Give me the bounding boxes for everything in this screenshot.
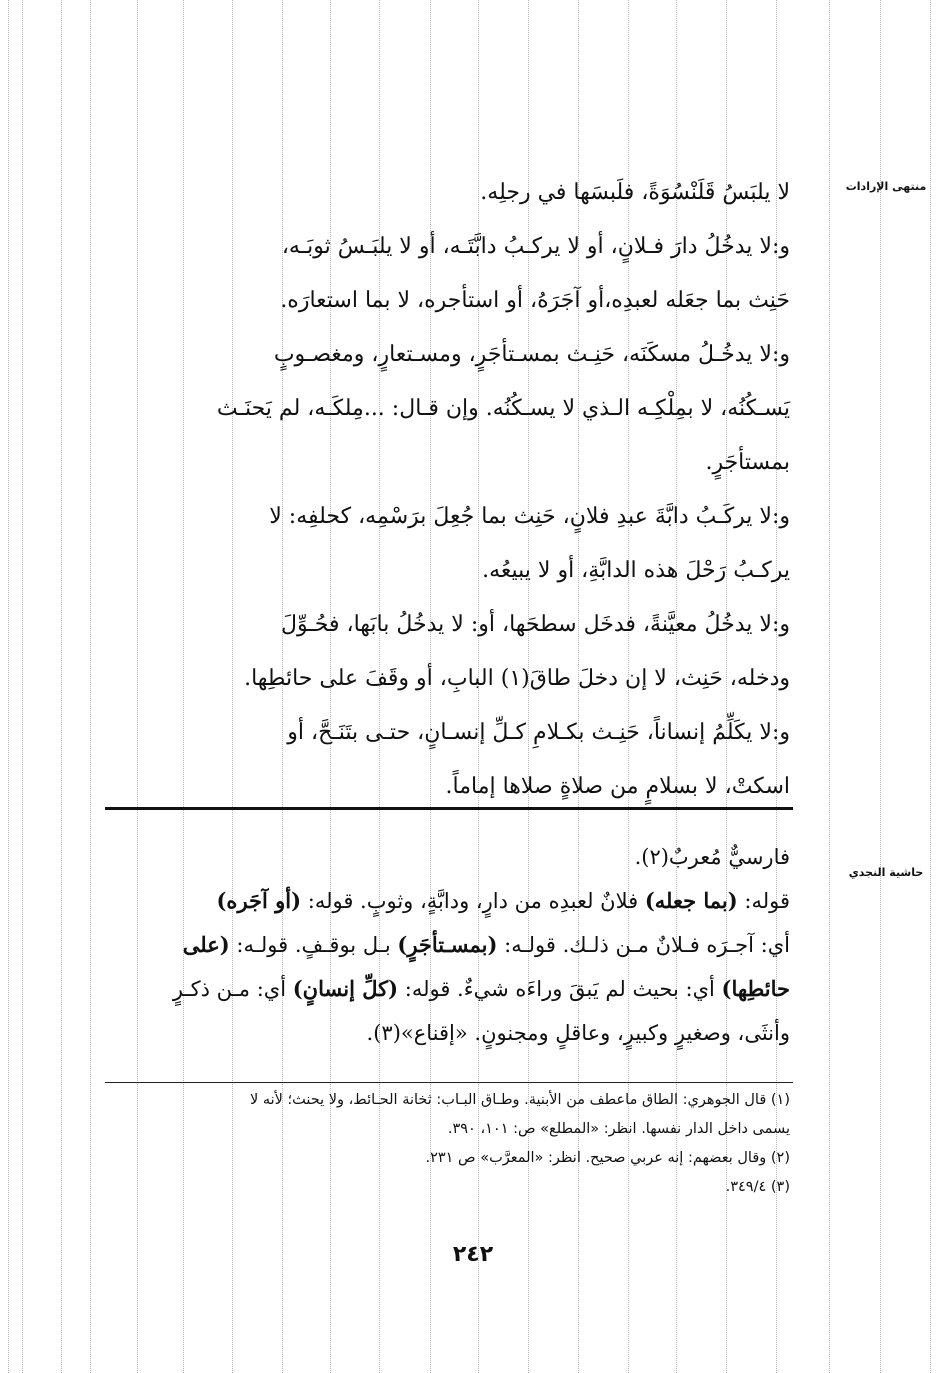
hashiya-bold-phrase: (كلِّ إنسانٍ) [292, 976, 399, 1001]
main-text-line: يَسـكُنُه، لا بمِلْكِـه الـذي لا يسـكُنُه. وإن قـال: ...مِلكَـه، لم يَحنَـث [216, 396, 790, 421]
main-text-line: و:لا يكَلِّمُ إنساناً، حَنِـث بكـلامِ كـلِّ إنسـانٍ، حتـى بتَنَـحَّ، أو [287, 720, 790, 745]
main-text-line: بمستأجَرٍ. [705, 450, 790, 475]
main-text-line: لا يلبَسُ قَلَنْسُوَةً، فلَبسَها في رجلِه. [480, 180, 790, 205]
hashiya-bold-phrase: (بما جعله) [644, 888, 738, 913]
footnotes [108, 1086, 790, 1202]
footnote-line: (١) قال الجوهري: الطاق ماعطف من الأبنية. وطـاق البـاب: ثخانة الحـائط، ولا يحنث؛ لأنه لا [249, 1092, 790, 1108]
scan-guide-line [880, 0, 881, 1373]
hashiya-line: فارسيٌّ مُعربٌ(٢). [634, 845, 790, 869]
main-text-line: و:لا يدخُلُ دارَ فـلانٍ، أو لا يركـبُ دابَّتَـه، أو لا يلبَـسُ ثوبَـه، [281, 234, 790, 259]
hashiya-bold-phrase: حائطِها) [721, 976, 790, 1001]
hashiya-text-run: بـل بوقـفٍ. قولـه: [229, 933, 398, 957]
scan-guide-line [22, 0, 23, 1373]
hashiya-bold-phrase: (على [182, 932, 230, 957]
footnote-line: يسمى داخل الدار نفسها. انظر: «المطلع» ص: ١٠١، ٣٩٠. [447, 1121, 790, 1137]
hashiya-bold-phrase: (أو آجَره) [216, 888, 302, 913]
scan-guide-line [829, 0, 830, 1373]
section-divider [105, 807, 793, 810]
page-number: ٢٤٢ [452, 1242, 494, 1267]
hashiya-text-run: فلانٌ لعبدِه من دارٍ، ودابَّةٍ، وثوبٍ. قوله: [301, 889, 645, 913]
main-text [108, 166, 790, 814]
main-text-line: و:لا يدخُـلُ مسكَنَه، حَنِـث بمسـتأجَرٍ، ومسـتعارٍ، ومغصـوبٍ [273, 342, 790, 367]
footnote-line: (٣) ٣٤٩/٤. [725, 1179, 790, 1195]
hashiya-line: وأنثَى، وصغيرٍ وكبيرٍ، وعاقلٍ ومجنونٍ. «إقناع»(٣). [366, 1021, 790, 1045]
main-text-line: حَنِث بما جعَله لعبدِه،أو آجَرَهُ، أو استأجره، لا بما استعارَه. [280, 288, 790, 313]
hashiya-text-run: أي: بحيث لم يَبقَ وراءَه شيءٌ. قوله: [398, 977, 722, 1001]
main-text-line: يركـبُ رَحْلَ هذه الدابَّةِ، أو لا يبيعُه. [482, 558, 790, 583]
scan-guide-line [61, 0, 62, 1373]
hashiya-text [108, 835, 790, 1055]
hashiya-text-run: أي: آجـرَه فـلانٌ مـن ذلـك. قولـه: [497, 933, 790, 957]
main-text-line: اسكتْ، لا بسلامٍ من صلاةٍ صلاها إماماً. [445, 774, 790, 799]
scan-guide-line [90, 0, 91, 1373]
footnote-divider [105, 1082, 793, 1083]
hashiya-text-run: أي: مـن ذكـرٍ [172, 977, 293, 1001]
hashiya-line [108, 923, 790, 967]
main-text-line: و:لا يركَـبُ دابَّةَ عبدِ فلانٍ، حَنِث بما جُعِلَ برَسْمِه، كحلفِه: لا [269, 504, 790, 529]
margin-label-hashiya: حاشية النجدي [848, 866, 924, 879]
margin-label-main: منتهى الإرادات [845, 180, 927, 193]
hashiya-line [108, 967, 790, 1011]
footnote-line: (٢) وقال بعضهم: إنه عربي صحيح. انظر: «المعرَّب» ص ٢٣١. [425, 1150, 790, 1166]
hashiya-line [108, 879, 790, 923]
main-text-line: و:لا يدخُلُ معيَّنةً، فدخَل سطحَها، أو: لا يدخُلُ بابَها، فحُـوِّلَ [280, 612, 790, 637]
hashiya-text-run: قوله: [737, 889, 790, 913]
scan-guide-line [8, 0, 9, 1373]
main-text-line: ودخله، حَنِث، لا إن دخلَ طاقَ(١) البابِ، أو وقَفَ على حائطِها. [244, 666, 790, 691]
hashiya-bold-phrase: (بمسـتأجَرٍ) [397, 932, 498, 957]
scan-guide-line [930, 0, 931, 1373]
